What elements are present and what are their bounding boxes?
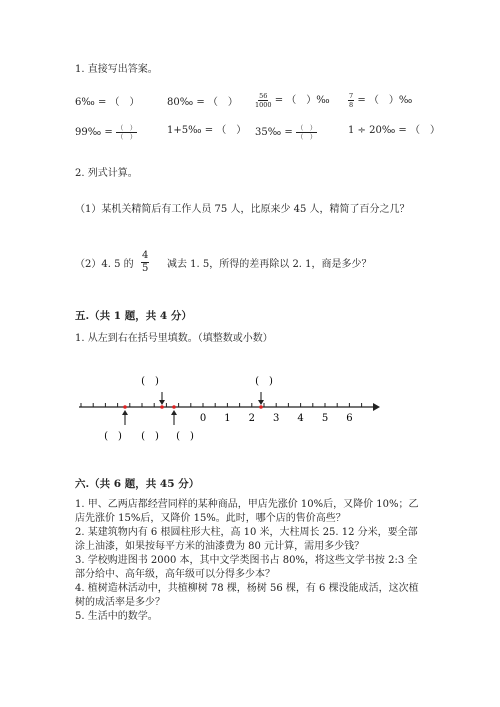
section5-heading: 五.（共 1 题，共 4 分） <box>75 310 192 322</box>
q-1-div-20permille: 1 ÷ 20‰ = （ ） <box>348 125 440 136</box>
number-line <box>75 370 385 450</box>
section6-heading: 六.（共 6 题，共 45 分） <box>75 478 200 490</box>
fraction-7-8: $\frac{7}{8}$ <box>349 92 354 109</box>
blank-bottom-1: ( ) <box>104 431 122 442</box>
section1-title: 1. 直接写出答案。 <box>75 64 158 75</box>
problem-2: 2. 某建筑物内有 6 根圆柱形大柱，高 10 米，大柱周长 25. 12 分米，要全部涂上油漆，如果按每平方米的油漆费为 80 元计算，需用多少钱？ <box>75 527 418 553</box>
question-2-suffix: 减去 1. 5，所得的差再除以 2. 1，商是多少？ <box>167 259 372 270</box>
question-1: （1）某机关精简后有工作人员 75 人，比原来少 45 人，精简了百分之几？ <box>75 204 410 215</box>
blank-bottom-2: ( ) <box>141 431 159 442</box>
tick-label: 4 <box>297 413 304 424</box>
problem-1: 1. 甲、乙两店都经营同样的某种商品，甲店先涨价 10%后，又降价 10%；乙店先涨价 15%后，又降价 15%。此时，哪个店的售价高些？ <box>75 499 419 525</box>
problem-5: 5. 生活中的数学。 <box>75 611 158 622</box>
fraction-4-5: $\frac{4}{5}$ <box>142 250 149 274</box>
tick-label: 2 <box>248 413 255 424</box>
problem-4: 4. 植树造林活动中，共植柳树 78 棵，杨树 56 棵，有 6 棵没能成活，这次植树的成活率是多少？ <box>75 583 419 609</box>
fraction-56-1000: $\frac{56}{1000}$ <box>255 92 272 109</box>
point-marker <box>172 405 176 409</box>
q-fraction-56-1000: $\frac{56}{1000}$ = （ ）‰ <box>255 92 330 109</box>
q-1-plus-5permille: 1+5‰ = （ ） <box>167 125 247 136</box>
q-80permille: 80‰ = （ ） <box>167 97 238 108</box>
q-35permille: 35‰ = $\frac{( )}{( )}$ <box>255 124 317 141</box>
q-6permille: 6‰ = （ ） <box>75 97 140 108</box>
section2-title: 2. 列式计算。 <box>75 168 138 179</box>
fraction-blank: $\frac{( )}{( )}$ <box>296 124 317 141</box>
question-2-prefix: （2）4. 5 的 <box>75 259 134 270</box>
blank-top-1: ( ) <box>141 376 159 387</box>
blank-bottom-3: ( ) <box>176 431 194 442</box>
tick-label: 3 <box>273 413 280 424</box>
arrow-head-icon <box>373 403 380 411</box>
tick-label: 0 <box>199 413 207 424</box>
section5-instruction: 1. 从左到右在括号里填数。（填整数或小数） <box>75 333 273 344</box>
point-marker <box>259 405 263 409</box>
fraction-blank: $\frac{( )}{( )}$ <box>116 124 137 141</box>
q-99permille: 99‰ = $\frac{( )}{( )}$ <box>75 124 137 141</box>
tick-label: 1 <box>224 413 231 424</box>
blank-top-2: ( ) <box>255 376 273 387</box>
q-fraction-7-8: $\frac{7}{8}$ = （ ）‰ <box>349 92 413 109</box>
tick-label: 5 <box>321 413 329 424</box>
point-marker <box>160 405 164 409</box>
point-marker <box>123 405 127 409</box>
problem-3: 3. 学校购进图书 2000 本，其中文学类图书占 80%，将这些文学书按 2:3 全部分给中、高年级，高年级可以分得多少本？ <box>75 555 418 581</box>
tick-label: 6 <box>346 413 353 424</box>
